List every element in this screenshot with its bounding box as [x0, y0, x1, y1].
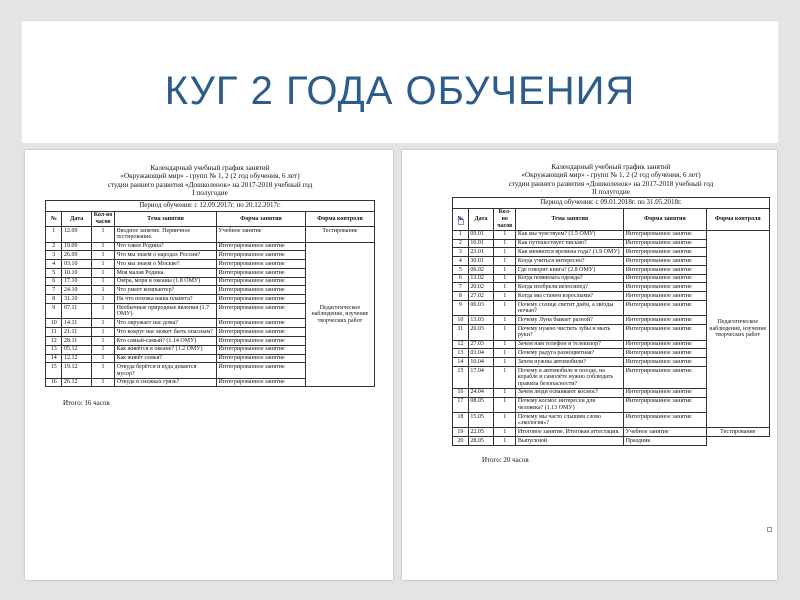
table-cell: 6: [453, 274, 469, 283]
column-header: Тема занятия: [115, 211, 217, 226]
right-doc-header: [452, 163, 770, 197]
table-cell: Как мы чувствуем? (1.5 ОМУ): [516, 230, 624, 239]
table-cell: Что такое Родина?: [115, 242, 217, 251]
table-cell: 1: [92, 304, 115, 319]
table-row: [453, 428, 770, 437]
table-cell: 10.10: [62, 268, 92, 277]
table-cell: Интегрированное занятие: [217, 319, 306, 328]
table-cell: 19.09: [62, 242, 92, 251]
table-cell: 1: [92, 260, 115, 269]
table-cell: 11: [453, 325, 469, 340]
table-cell: 09.01: [468, 230, 493, 239]
table-cell: 1: [494, 340, 516, 349]
table-cell: 1: [92, 328, 115, 337]
left-doc-header-line: «Окружающий мир» - групп № 1, 2 (2 год обучения, 6 лет): [120, 172, 300, 181]
table-cell: 30.01: [468, 257, 493, 266]
table-cell: Выпускной: [516, 437, 624, 446]
table-cell: 28.11: [62, 336, 92, 345]
table-cell: Когда появилась одежда?: [516, 274, 624, 283]
table-cell: Почему Луна бывает разной?: [516, 316, 624, 325]
table-cell: 15.05: [468, 413, 493, 428]
table-cell: Интегрированное занятие: [624, 230, 706, 239]
table-cell: 07.11: [62, 304, 92, 319]
table-cell: 17.04: [468, 366, 493, 388]
table-cell: 1: [494, 265, 516, 274]
table-cell: Моя малая Родина.: [115, 268, 217, 277]
table-cell: 14: [46, 354, 62, 363]
table-cell: 1: [494, 248, 516, 257]
column-header: Форма контроля: [706, 208, 769, 230]
table-cell: 1: [494, 388, 516, 397]
table-cell: Как путешествует письмо?: [516, 239, 624, 248]
table-cell: 10.04: [468, 358, 493, 367]
table-cell: Озёра, моря и океаны (1.8 ОМУ): [115, 277, 217, 286]
table-cell: Что окружает нас дома?: [115, 319, 217, 328]
table-cell: Интегрированное занятие: [217, 251, 306, 260]
control-merged-cell: Педагогическое наблюдение, изучение творческих работ: [706, 230, 769, 428]
table-cell: 7: [453, 283, 469, 292]
table-cell: 10: [46, 319, 62, 328]
table-cell: Интегрированное занятие: [624, 316, 706, 325]
table-cell: 13.03: [468, 316, 493, 325]
table-cell: 1: [494, 239, 516, 248]
table-cell: Необычные природные явления (1.7 ОМУ): [115, 304, 217, 319]
table-cell: Как живётся в океане? (1.2 ОМУ): [115, 345, 217, 354]
table-cell: 1: [494, 257, 516, 266]
table-cell: 27.02: [468, 292, 493, 301]
table-cell: Почему радуга разноцветная?: [516, 349, 624, 358]
table-cell: Интегрированное занятие: [624, 397, 706, 412]
table-cell: Интегрированное занятие: [217, 295, 306, 304]
table-cell: 1: [494, 366, 516, 388]
table-cell: 10: [453, 316, 469, 325]
table-cell: Интегрированное занятие: [217, 242, 306, 251]
table-cell: Что мы знаем о народах России?: [115, 251, 217, 260]
table-cell: 26.09: [62, 251, 92, 260]
table-cell: Как меняются времена года? (1.9 ОМУ): [516, 248, 624, 257]
table-cell: 15: [453, 366, 469, 388]
column-header: Тема занятия: [516, 208, 624, 230]
slide-title: КУГ 2 ГОДА ОБУЧЕНИЯ: [164, 69, 636, 113]
table-cell: Зачем люди осваивают космос?: [516, 388, 624, 397]
table-cell: Почему космос интересен для человека? (1.13 ОМУ): [516, 397, 624, 412]
table-resize-handle-icon: [767, 527, 772, 532]
table-cell: 19: [453, 428, 469, 437]
table-cell: 6: [46, 277, 62, 286]
table-cell: 1: [494, 413, 516, 428]
table-cell: Зачем нужны автомобили?: [516, 358, 624, 367]
table-cell: Учебное занятие: [217, 227, 306, 242]
table-cell: 31.10: [62, 295, 92, 304]
table-cell: Интегрированное занятие: [217, 268, 306, 277]
table-cell: 16: [453, 388, 469, 397]
table-cell: Интегрированное занятие: [217, 354, 306, 363]
table-cell: 1: [92, 251, 115, 260]
right-period: Период обучения: с 09.01.2018г. по 31.05.2018г.: [453, 197, 770, 208]
table-cell: Интегрированное занятие: [624, 366, 706, 388]
table-cell: Где говорит книга? (2.8 ОМУ): [516, 265, 624, 274]
table-cell: 1: [92, 345, 115, 354]
right-doc-header-line: II полугодие: [592, 188, 630, 197]
table-cell: 1: [453, 230, 469, 239]
table-cell: 1: [92, 295, 115, 304]
table-cell: 1: [92, 363, 115, 378]
table-cell: Интегрированное занятие: [624, 283, 706, 292]
table-cell: 03.10: [62, 260, 92, 269]
table-cell: Тестирование: [706, 428, 769, 437]
table-cell: 5: [46, 268, 62, 277]
table-cell: 1: [92, 268, 115, 277]
table-cell: 7: [46, 286, 62, 295]
table-cell: Почему в автомобиле и поезде, на корабле и самолёте нужно соблюдать правила безопасности?: [516, 366, 624, 388]
table-cell: Интегрированное занятие: [624, 301, 706, 316]
table-cell: Интегрированное занятие: [624, 340, 706, 349]
table-cell: Интегрированное занятие: [217, 277, 306, 286]
table-cell: 28.05: [468, 437, 493, 446]
table-cell: Интегрированное занятие: [624, 265, 706, 274]
table-cell: 4: [453, 257, 469, 266]
table-cell: 14: [453, 358, 469, 367]
table-cell: 20.03: [468, 325, 493, 340]
table-cell: 03.04: [468, 349, 493, 358]
table-cell: 1: [92, 354, 115, 363]
table-cell: 12: [453, 340, 469, 349]
table-cell: 1: [494, 349, 516, 358]
table-cell: Когда мы станем взрослыми?: [516, 292, 624, 301]
table-cell: 21.11: [62, 328, 92, 337]
table-cell: 5: [453, 265, 469, 274]
table-cell: Интегрированное занятие: [217, 363, 306, 378]
left-doc-header: [45, 164, 375, 198]
table-cell: Интегрированное занятие: [217, 260, 306, 269]
right-document-page: [402, 150, 777, 580]
right-doc-header-line: «Окружающий мир» - групп № 1, 2 (2 год обучения, 6 лет): [521, 171, 701, 180]
table-cell: Интегрированное занятие: [624, 274, 706, 283]
table-cell: 13.02: [468, 274, 493, 283]
table-cell: 1: [494, 230, 516, 239]
column-header: №: [46, 211, 62, 226]
table-cell: Почему солнце светит днём, а звёзды ночью?: [516, 301, 624, 316]
table-cell: Почему мы часто слышим слово «экология»?: [516, 413, 624, 428]
column-header: Форма контроля: [305, 211, 374, 226]
table-cell: Что мы знаем о Москве?: [115, 260, 217, 269]
column-header: Дата: [62, 211, 92, 226]
table-cell: 1: [494, 397, 516, 412]
table-cell: Интегрированное занятие: [624, 349, 706, 358]
table-cell: 06.03: [468, 301, 493, 316]
table-cell: 1: [494, 428, 516, 437]
table-cell: Праздник: [624, 437, 706, 446]
table-cell: Зачем нам телефон и телевизор?: [516, 340, 624, 349]
table-cell: 19.12: [62, 363, 92, 378]
table-cell: 15: [46, 363, 62, 378]
table-cell: 11: [46, 328, 62, 337]
table-cell: 1: [92, 242, 115, 251]
column-header: №: [453, 208, 469, 230]
table-cell: 3: [453, 248, 469, 257]
table-row: [453, 437, 770, 446]
right-doc-header-line: студии раннего развития «Дошколенок» на 2017-2018 учебный год: [508, 179, 714, 188]
table-cell: 14.11: [62, 319, 92, 328]
table-cell: 1: [494, 274, 516, 283]
table-cell: 17: [453, 397, 469, 412]
table-cell: Интегрированное занятие: [217, 345, 306, 354]
table-cell: Откуда берётся и куда девается мусор?: [115, 363, 217, 378]
table-cell: 13: [46, 345, 62, 354]
table-cell: 20.02: [468, 283, 493, 292]
table-row: [46, 227, 375, 242]
table-cell: Вводное занятие. Первичное тестирование.: [115, 227, 217, 242]
table-row: [453, 230, 770, 239]
table-cell: 4: [46, 260, 62, 269]
table-cell: Итоговое занятие. Итоговая аттестация.: [516, 428, 624, 437]
table-cell: 12.09: [62, 227, 92, 242]
table-cell: Когда учиться интересно?: [516, 257, 624, 266]
table-cell: 1: [494, 301, 516, 316]
table-cell: 12.12: [62, 354, 92, 363]
table-cell: 1: [494, 325, 516, 340]
table-cell: 13: [453, 349, 469, 358]
table-cell: Что вокруг нас может быть опасным?: [115, 328, 217, 337]
table-cell: 1: [92, 286, 115, 295]
table-cell: 08.05: [468, 397, 493, 412]
table-cell: 12: [46, 336, 62, 345]
table-cell: Когда изобрели велосипед?: [516, 283, 624, 292]
table-cell: Тестирование: [305, 227, 374, 242]
table-cell: 1: [494, 283, 516, 292]
table-cell: Интегрированное занятие: [624, 358, 706, 367]
right-total: Итого: 20 часов: [482, 455, 529, 464]
table-cell: 1: [494, 437, 516, 446]
table-cell: Интегрированное занятие: [217, 336, 306, 345]
left-doc-header-line: студии раннего развития «Дошколенок» на 2017-2018 учебный год: [107, 180, 313, 189]
table-cell: 2: [46, 242, 62, 251]
table-cell: 9: [453, 301, 469, 316]
right-doc-header-line: Календарный учебный график занятий: [551, 163, 671, 171]
left-schedule-table: [45, 200, 375, 388]
table-cell: Интегрированное занятие: [624, 292, 706, 301]
table-cell: Интегрированное занятие: [217, 286, 306, 295]
table-cell: 20: [453, 437, 469, 446]
table-cell: 16.01: [468, 239, 493, 248]
table-cell: 1: [92, 319, 115, 328]
control-merged-cell: Педагогическое наблюдение, изучение творческих работ: [305, 242, 374, 387]
table-cell: Почему нужно чистить зубы и мыть руки?: [516, 325, 624, 340]
table-cell: Интегрированное занятие: [624, 413, 706, 428]
title-box: [22, 20, 778, 143]
table-cell: 22.05: [468, 428, 493, 437]
table-cell: 1: [92, 378, 115, 387]
table-cell: 8: [46, 295, 62, 304]
column-header: Кол-во часов: [494, 208, 516, 230]
left-doc-header-line: I полугодие: [192, 189, 228, 198]
table-cell: 18: [453, 413, 469, 428]
table-cell: Интегрированное занятие: [217, 304, 306, 319]
table-cell: 8: [453, 292, 469, 301]
table-cell: Интегрированное занятие: [624, 257, 706, 266]
table-cell: На что похожа наша планета?: [115, 295, 217, 304]
column-header: Форма занятия: [217, 211, 306, 226]
table-cell: Кто самый-самый? (1.14 ОМУ): [115, 336, 217, 345]
table-cell: Интегрированное занятие: [624, 239, 706, 248]
table-cell: 26.12: [62, 378, 92, 387]
right-schedule-table: [452, 197, 770, 446]
table-cell: 9: [46, 304, 62, 319]
left-document-page: [25, 150, 393, 580]
table-cell: 1: [494, 316, 516, 325]
table-cell: 17.10: [62, 277, 92, 286]
table-cell: 1: [92, 227, 115, 242]
table-cell: 2: [453, 239, 469, 248]
table-cell: 1: [46, 227, 62, 242]
table-cell: Откуда в снежках грязь?: [115, 378, 217, 387]
table-cell: 23.01: [468, 248, 493, 257]
table-cell: 05.12: [62, 345, 92, 354]
table-row: [46, 242, 375, 251]
table-cell: 1: [92, 336, 115, 345]
table-cell: Интегрированное занятие: [624, 248, 706, 257]
column-header: Дата: [468, 208, 493, 230]
column-header: Кол-во часов: [92, 211, 115, 226]
table-cell: Интегрированное занятие: [217, 328, 306, 337]
table-cell: 24.04: [468, 388, 493, 397]
left-period: Период обучения: с 12.09.2017г. по 20.12.2017г.: [46, 200, 375, 211]
table-cell: Учебное занятие: [624, 428, 706, 437]
table-cell: 27.03: [468, 340, 493, 349]
table-cell: 1: [494, 358, 516, 367]
table-cell: Как живёт семья?: [115, 354, 217, 363]
table-cell: 1: [92, 277, 115, 286]
table-cell: Интегрированное занятие: [624, 388, 706, 397]
table-cell: Что умеет компьютер?: [115, 286, 217, 295]
table-cell: 1: [494, 292, 516, 301]
table-cell: Интегрированное занятие: [217, 378, 306, 387]
column-header: Форма занятия: [624, 208, 706, 230]
left-doc-header-line: Календарный учебный график занятий: [150, 164, 270, 172]
table-cell: 16: [46, 378, 62, 387]
table-cell: 24.10: [62, 286, 92, 295]
left-total: Итого: 16 часов: [63, 399, 110, 408]
table-cell: 3: [46, 251, 62, 260]
table-cell: Интегрированное занятие: [624, 325, 706, 340]
table-cell: 06.02: [468, 265, 493, 274]
